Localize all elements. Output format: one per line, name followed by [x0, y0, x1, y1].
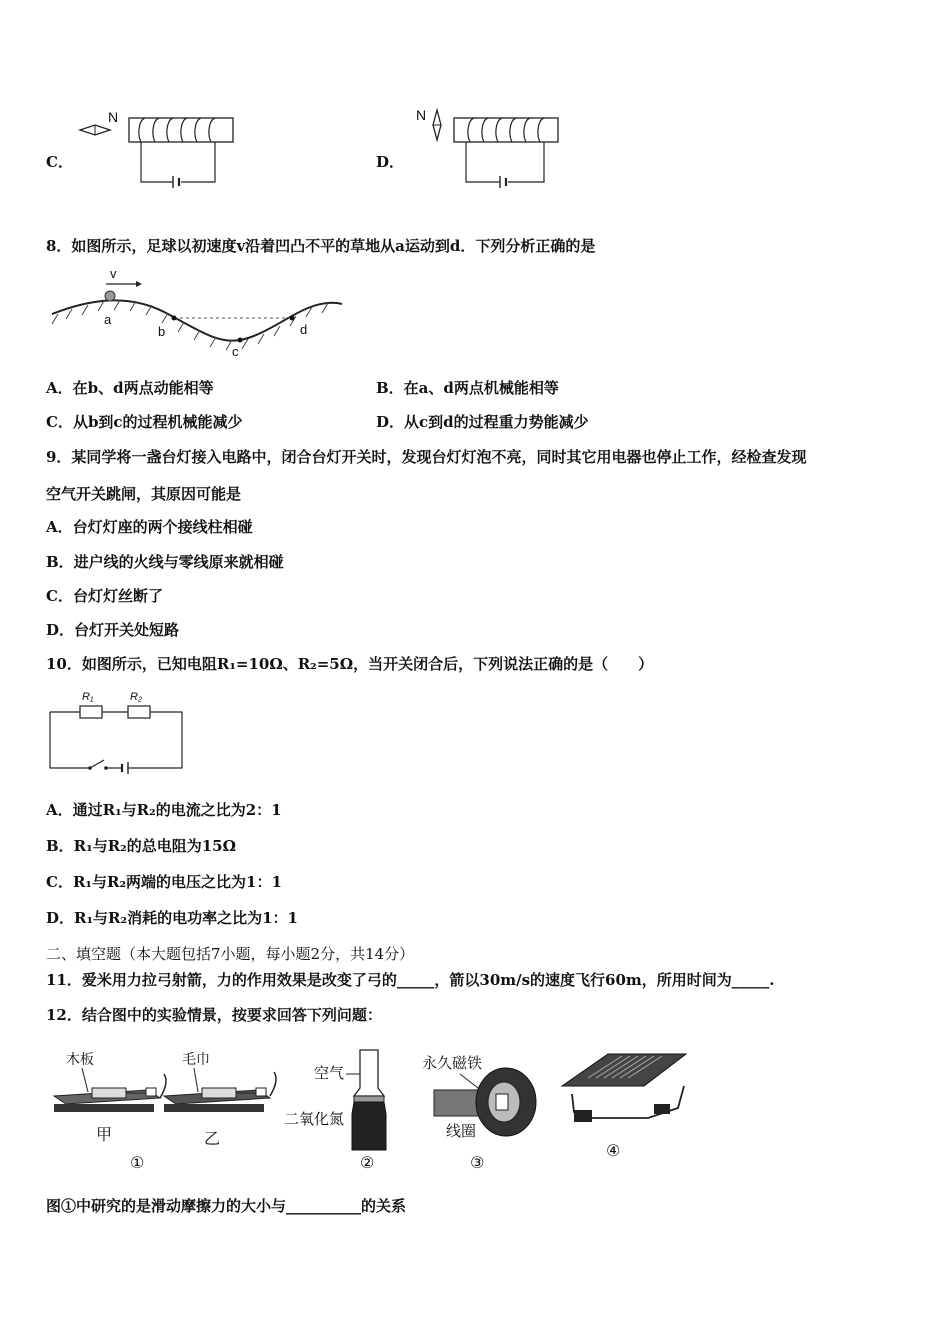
- coil-d: [468, 118, 544, 142]
- label-mubian: 木板: [66, 1051, 94, 1067]
- label-b: b: [158, 324, 166, 339]
- q11-stem: 11．爱米用力拉弓射箭，力的作用效果是改变了弓的_____，箭以30m/s的速度飞行60m，所用时间为_____.: [46, 971, 775, 989]
- label-fig2: ②: [360, 1155, 375, 1172]
- wire-d: [466, 142, 500, 182]
- fig1-jia: [54, 1051, 166, 1144]
- q12-figure: [48, 1038, 698, 1174]
- q10-option-b: B．R₁与R₂的总电阻为15Ω: [46, 837, 236, 855]
- q10-option-a: A．通过R₁与R₂的电流之比为2：1: [46, 801, 282, 819]
- q7-option-d-figure: [410, 104, 570, 190]
- label-v: v: [110, 266, 117, 281]
- block-jia: [92, 1088, 126, 1098]
- label-yi: 乙: [204, 1131, 221, 1148]
- q10-stem: 10．如图所示，已知电阻R₁=10Ω、R₂=5Ω，当开关闭合后，下列说法正确的是（ ）: [46, 655, 654, 673]
- q10-option-c: C．R₁与R₂两端的电压之比为1：1: [46, 873, 282, 891]
- q8-option-a: A．在b、d两点动能相等: [46, 379, 214, 397]
- q7-option-c-figure: [75, 104, 245, 190]
- q8-option-d: D．从c到d的过程重力势能减少: [376, 413, 589, 431]
- resistor-r1: [80, 706, 102, 718]
- label-d: d: [300, 322, 308, 337]
- q9-stem-line1: 9．某同学将一盏台灯接入电路中，闭合台灯开关时，发现台灯灯泡不亮，同时其它用电器也停止工作，经检查发现: [46, 448, 807, 466]
- pole-label-d: N: [416, 107, 427, 123]
- q12-stem: 12．结合图中的实验情景，按要求回答下列问题：: [46, 1006, 382, 1024]
- q9-option-a: A．台灯灯座的两个接线柱相碰: [46, 518, 253, 536]
- q7-option-d-label: D．: [376, 153, 405, 171]
- fig3-speaker: [422, 1055, 536, 1172]
- wire-c: [141, 142, 173, 182]
- label-r2: R₂: [130, 691, 143, 703]
- section-2-title: 二、填空题（本大题包括7小题，每小题2分，共14分）: [46, 945, 415, 963]
- ball: [105, 291, 115, 301]
- label-magnet: 永久磁铁: [422, 1055, 483, 1072]
- q8-option-c: C．从b到c的过程机械能减少: [46, 413, 243, 431]
- label-fig3: ③: [470, 1155, 485, 1172]
- q8-stem: 8．如图所示，足球以初速度v沿着凹凸不平的草地从a运动到d．下列分析正确的是: [46, 237, 596, 255]
- label-a: a: [104, 312, 112, 327]
- q7-option-c-label: C．: [46, 153, 73, 171]
- fig2-gas-diffusion: [284, 1050, 386, 1172]
- coil-c: [139, 118, 215, 142]
- label-kongqi: 空气: [314, 1065, 345, 1082]
- block-yi: [202, 1088, 236, 1098]
- fig1-yi: [164, 1051, 276, 1148]
- pole-label-c: N: [108, 109, 119, 125]
- q9-option-c: C．台灯灯丝断了: [46, 587, 163, 605]
- q10-circuit-figure: [44, 684, 190, 776]
- label-r1: R₁: [82, 691, 94, 703]
- q10-option-d: D．R₁与R₂消耗的电功率之比为1：1: [46, 909, 298, 927]
- q8-option-b: B．在a、d两点机械能相等: [376, 379, 559, 397]
- resistor-r2: [128, 706, 150, 718]
- q9-stem-line2: 空气开关跳闸，其原因可能是: [46, 485, 242, 503]
- label-fig1: ①: [130, 1155, 145, 1172]
- q12-sub1: 图①中研究的是滑动摩擦力的大小与__________的关系: [46, 1197, 407, 1215]
- label-coil: 线圈: [446, 1123, 477, 1140]
- q8-figure: [48, 264, 346, 360]
- fig4-board: [562, 1054, 686, 1160]
- label-fig4: ④: [606, 1143, 621, 1160]
- q9-option-b: B．进户线的火线与零线原来就相碰: [46, 553, 284, 571]
- label-no2: 二氧化氮: [284, 1111, 345, 1128]
- label-c: c: [232, 344, 239, 359]
- label-maojin: 毛巾: [182, 1051, 210, 1067]
- switch: [90, 760, 104, 768]
- label-jia: 甲: [96, 1127, 113, 1144]
- q9-option-d: D．台灯开关处短路: [46, 621, 180, 639]
